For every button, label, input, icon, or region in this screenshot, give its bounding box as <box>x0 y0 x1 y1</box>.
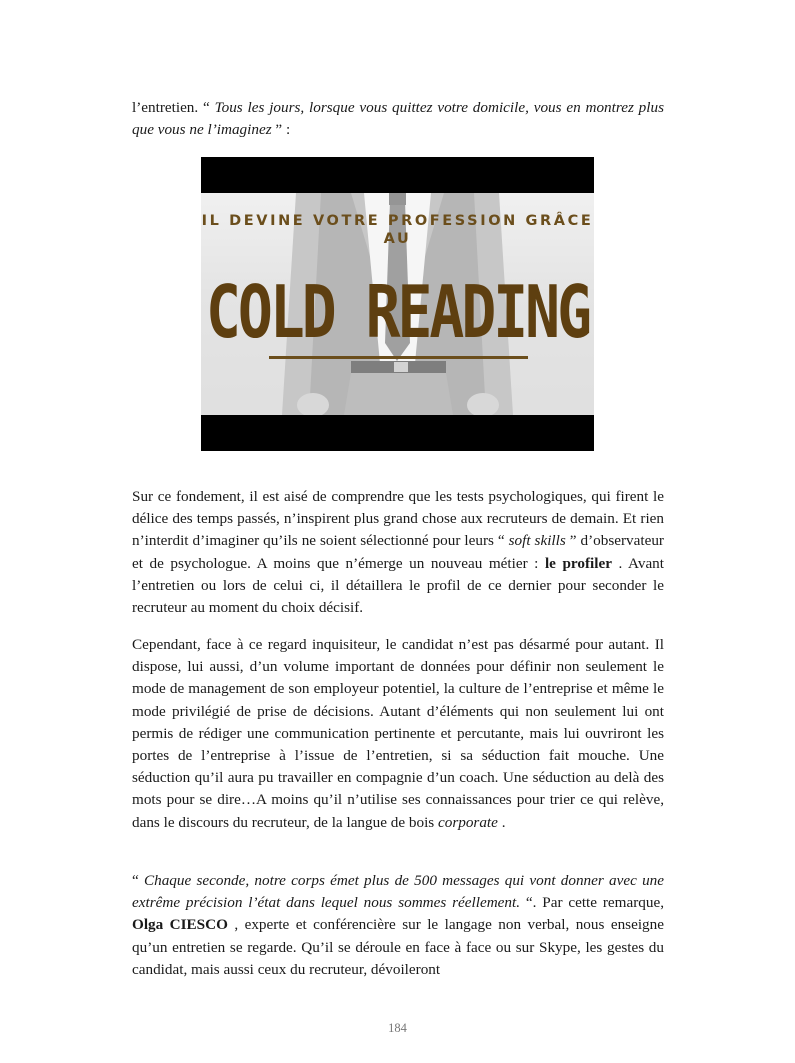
text-segment: l’entretien. “ <box>132 99 215 116</box>
text-segment: “ <box>132 872 144 889</box>
quote-text: Chaque seconde, notre corps émet plus de 500 messages qui vont donner avec une extrême précision l’état dans lequel nous sommes réellement. <box>132 872 665 912</box>
figure-title-line-1: IL DEVINE VOTRE PROFESSION GRÂCE <box>201 213 594 229</box>
paragraph-body-language <box>132 870 664 981</box>
text-segment: . <box>497 813 506 831</box>
quote-text: Tous les jours, lorsque vous quittez votre domicile, vous en montrez plus que vous ne l’imaginez <box>132 99 664 139</box>
text-segment: , experte et conférencière sur le langage non verbal, nous enseigne qu’un entretien se regarde. Qu’il se déroule en face à face ou sur Skype, les gestes du candidat, mais aussi ceux du recruteur, dévoileront <box>132 916 664 978</box>
page-number: 184 <box>388 1021 407 1035</box>
figure-underline <box>269 356 528 359</box>
soft-skills-term: soft skills <box>508 532 566 550</box>
text-segment: ” : <box>271 121 291 139</box>
profiler-term: le profiler <box>544 554 612 572</box>
text-segment: ” d’observateur et de psychologue. A moins que n’émerge un nouveau métier : <box>132 532 664 572</box>
figure-main-title: COLD READING <box>205 269 590 355</box>
corporate-term: corporate <box>438 813 498 831</box>
text-segment: . Avant l’entretien ou lors de celui ci, il détaillera le profil de ce dernier pour seconder le recruteur au moment du choix décisif. <box>132 554 664 617</box>
paragraph-profiler <box>132 486 664 619</box>
text-segment: “. Par cette remarque, <box>520 894 664 912</box>
cold-reading-figure <box>201 157 594 451</box>
text-segment: Sur ce fondement, il est aisé de comprendre que les tests psychologiques, qui firent le délice des temps passés, n’inspirent plus grand chose aux recruteurs de demain. Et rien n’interdit d’imaginer qu’ils ne soient sélectionné pour leurs “ <box>132 488 664 550</box>
figure-title-line-2: AU <box>383 231 412 247</box>
paragraph-intro-quote <box>132 97 664 141</box>
text-segment: Cependant, face à ce regard inquisiteur, le candidat n’est pas désarmé pour autant. Il dispose, lui aussi, d’un volume important de données pour définir non seulement le mode de management de son employeur potentiel, la culture de l’entreprise et même le mode privilégié de prise de décisions. Autant d’éléments qui non seulement lui ont permis de rédiger une communication pertinente et percutante, mais lui ouvriront les portes de l’entreprise à l’issue de l’entretien, si sa séduction fait mouche. Une séduction qu’il aura pu travailler en compagnie d’un coach. Une séduction au delà des mots pour se dire…A moins qu’il n’utilise ses connaissances pour trier ce qui relève, dans le discours du recruteur, de la langue de bois <box>132 636 664 831</box>
expert-name: Olga CIESCO <box>132 916 228 934</box>
paragraph-candidate <box>132 634 664 834</box>
